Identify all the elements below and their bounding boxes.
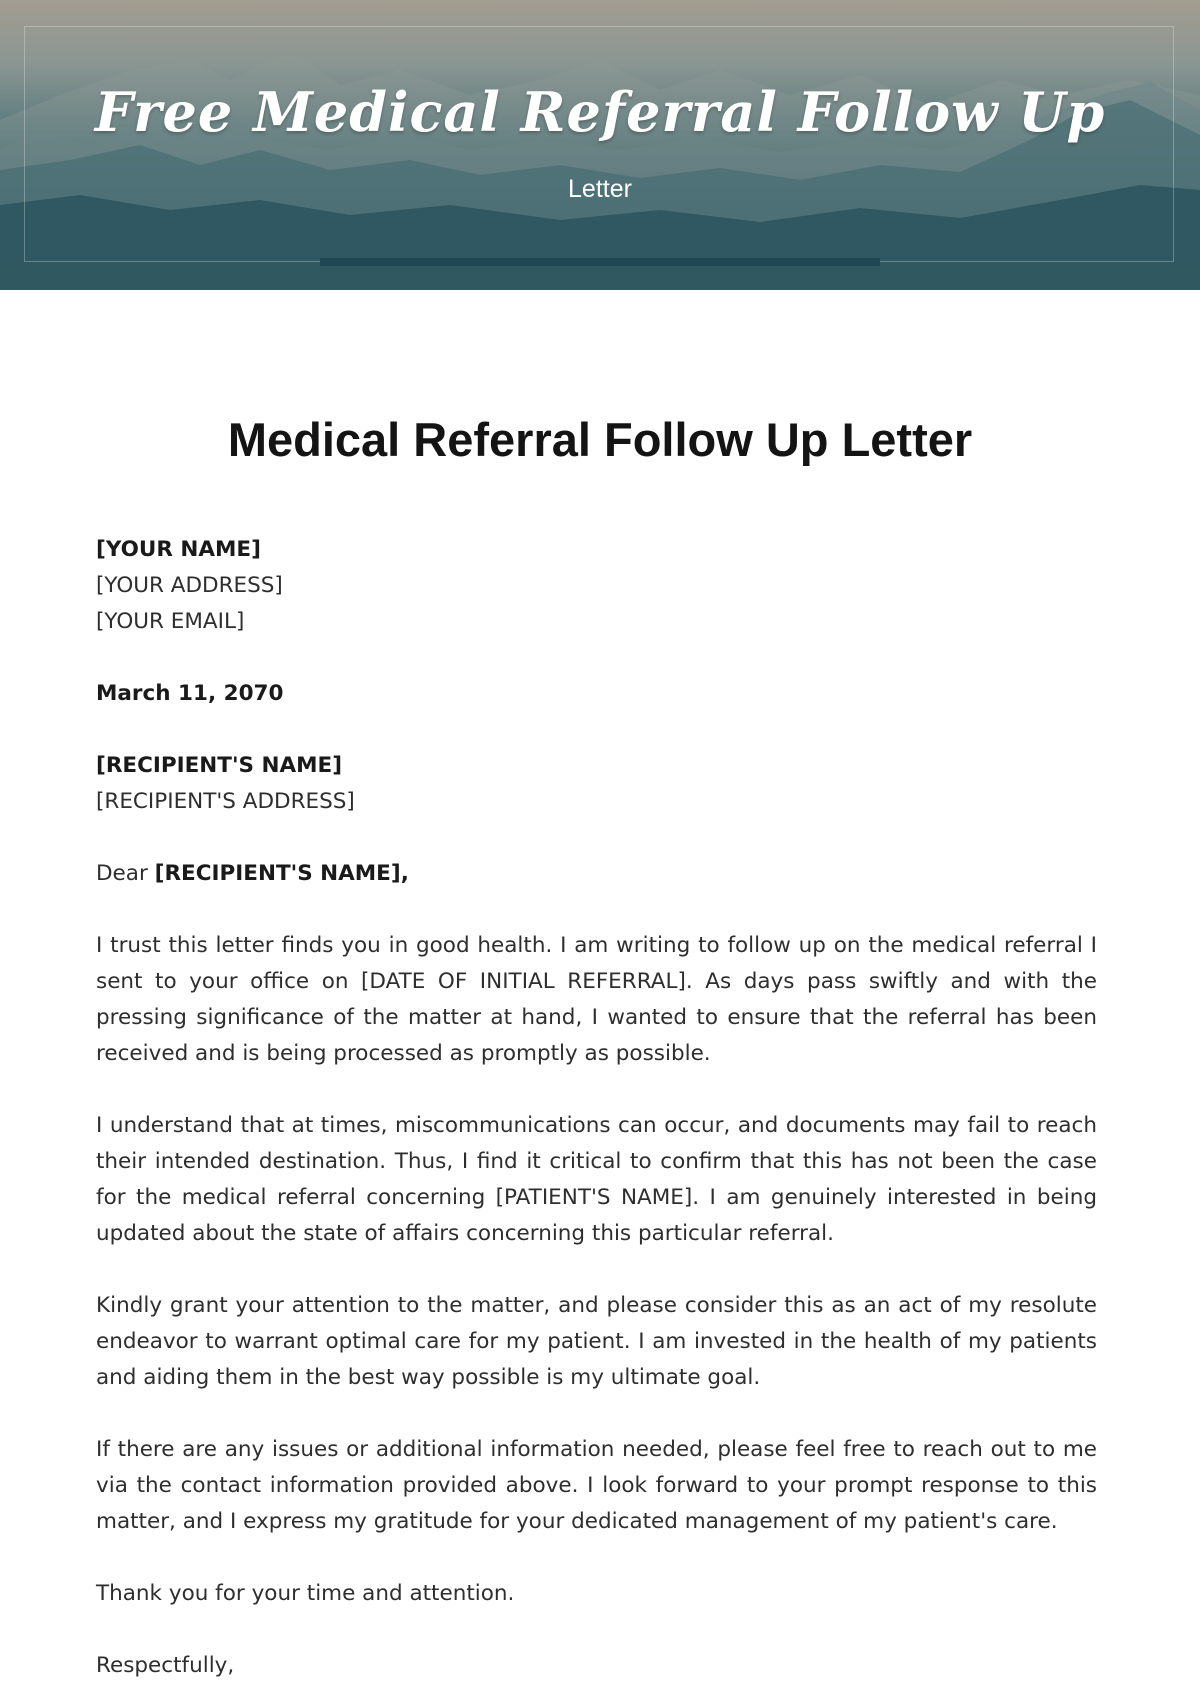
letter-body: [96, 532, 1097, 1684]
recipient-address: [RECIPIENT'S ADDRESS]: [96, 789, 355, 814]
sender-address: [YOUR ADDRESS]: [96, 573, 283, 598]
paragraph-3: Kindly grant your attention to the matter, and please consider this as an act of my resolute endeavor to warrant optimal care for my patient. I am invested in the health of my patients and aiding them in the best way possible is my ultimate goal.: [96, 1293, 1097, 1390]
paragraph-4: If there are any issues or additional information needed, please feel free to reach out to me via the contact information provided above. I look forward to your prompt response to this matter, and I express my gratitude for your dedicated management of my patient's care.: [96, 1437, 1097, 1534]
signoff: Respectfully,: [96, 1653, 235, 1678]
banner-frame: [24, 26, 1174, 262]
closing-line: Thank you for your time and attention.: [96, 1581, 515, 1606]
banner-frame-gap: [320, 258, 880, 266]
paragraph-2: I understand that at times, miscommunications can occur, and documents may fail to reach their intended destination. Thus, I find it critical to confirm that this has not been the case for the medical referral concerning [PATIENT'S NAME]. I am genuinely interested in being updated about the state of affairs concerning this particular referral.: [96, 1113, 1097, 1246]
salutation-name: [RECIPIENT'S NAME],: [154, 861, 409, 886]
document-title: Medical Referral Follow Up Letter: [227, 413, 973, 466]
recipient-name: [RECIPIENT'S NAME]: [96, 753, 343, 778]
salutation: [96, 856, 1097, 892]
sender-name: [YOUR NAME]: [96, 537, 261, 562]
header-banner: [0, 0, 1200, 290]
letter-date: March 11, 2070: [96, 681, 284, 706]
banner-subtitle: Letter: [568, 175, 632, 203]
banner-title: Free Medical Referral Follow Up: [94, 80, 1106, 144]
paragraph-1: I trust this letter finds you in good health. I am writing to follow up on the medical referral I sent to your office on [DATE OF INITIAL REFERRAL]. As days pass swiftly and with the pressing significance of the matter at hand, I wanted to ensure that the referral has been received and is being processed as promptly as possible.: [96, 933, 1097, 1066]
sender-email: [YOUR EMAIL]: [96, 609, 245, 634]
salutation-prefix: Dear: [96, 861, 148, 886]
